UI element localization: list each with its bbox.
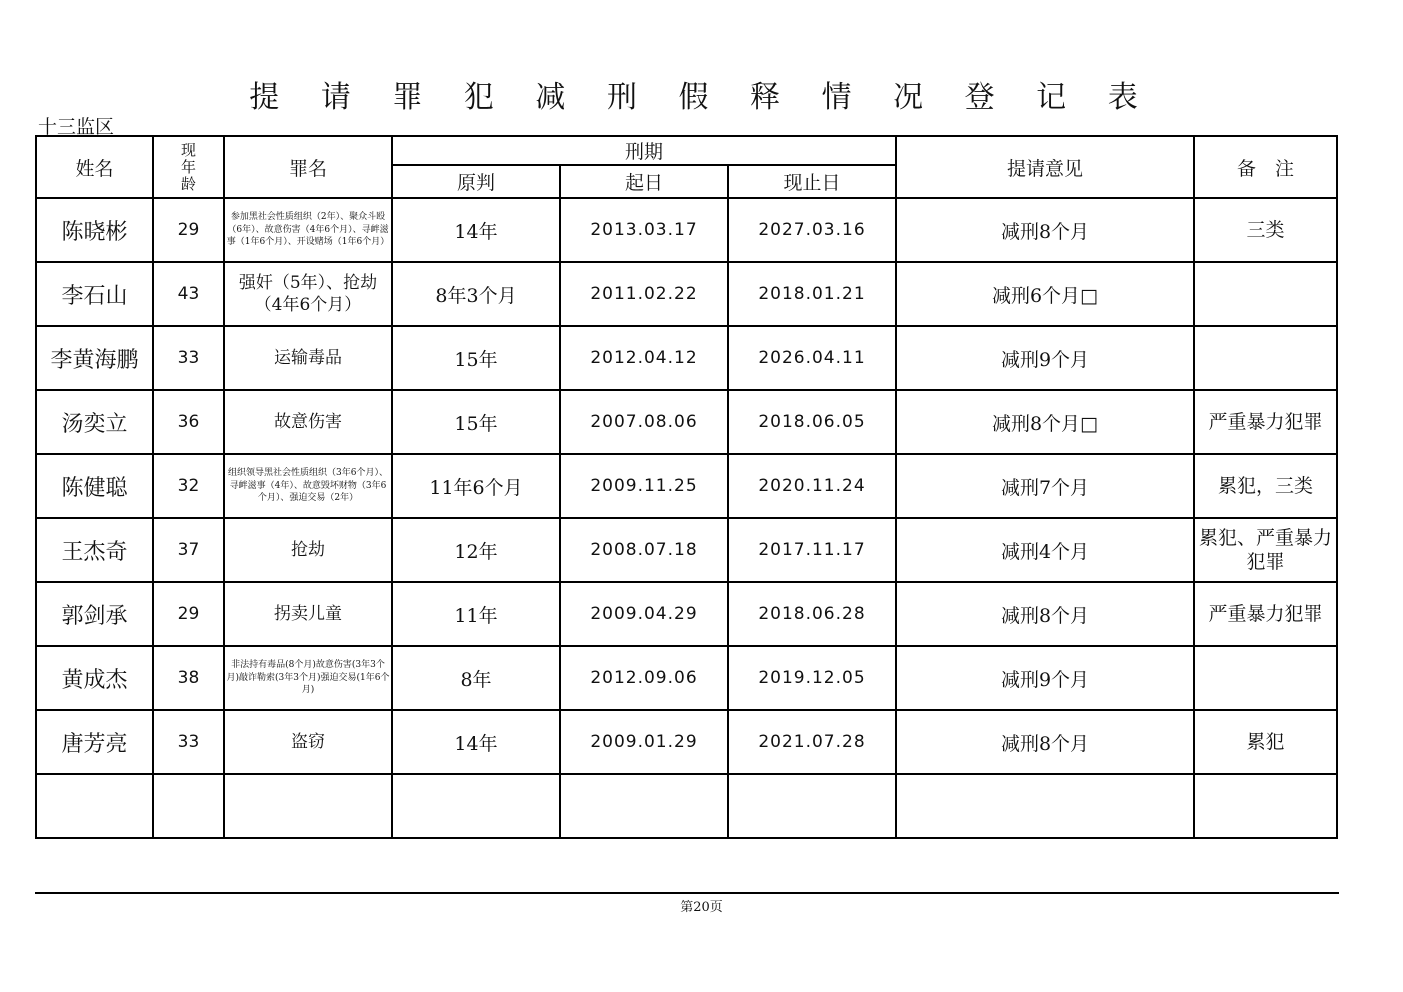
- cell-name: 唐芳亮: [36, 710, 153, 774]
- cell-crime: 组织领导黑社会性质组织（3年6个月）、寻衅滋事（4年）、故意毁坏财物（3年6个月）、强迫交易（2年）: [224, 454, 392, 518]
- table-row: [36, 518, 1337, 582]
- cell-name: 李石山: [36, 262, 153, 326]
- cell-end: 2018.06.05: [728, 390, 896, 454]
- cell-crime: 强奸（5年）、抢劫（4年6个月）: [224, 262, 392, 326]
- cell-end: 2026.04.11: [728, 326, 896, 390]
- cell-original: 14年: [392, 710, 560, 774]
- header-crime: 罪名: [224, 136, 392, 198]
- page-number: 第20页: [680, 900, 723, 915]
- cell-opinion: 减刑9个月: [896, 646, 1194, 710]
- table-row-empty: [36, 774, 1337, 838]
- cell-start: 2008.07.18: [560, 518, 728, 582]
- cell-age: 32: [153, 454, 224, 518]
- cell-note: [1194, 646, 1337, 710]
- cell-name: [36, 774, 153, 838]
- cell-age: 29: [153, 198, 224, 262]
- cell-start: 2011.02.22: [560, 262, 728, 326]
- table-row: [36, 582, 1337, 646]
- cell-end: 2017.11.17: [728, 518, 896, 582]
- table-row: [36, 454, 1337, 518]
- cell-end: 2021.07.28: [728, 710, 896, 774]
- table-row: [36, 326, 1337, 390]
- table-row: [36, 390, 1337, 454]
- cell-crime: 参加黑社会性质组织（2年）、聚众斗殴（6年）、故意伤害（4年6个月）、寻衅滋事（1年6个月）、开设赌场（1年6个月）: [224, 198, 392, 262]
- cell-original: [392, 774, 560, 838]
- cell-original: 15年: [392, 326, 560, 390]
- cell-name: 王杰奇: [36, 518, 153, 582]
- cell-crime: 非法持有毒品(8个月)故意伤害(3年3个月)敲诈勒索(3年3个月)强迫交易(1年6个月): [224, 646, 392, 710]
- cell-name: 汤奕立: [36, 390, 153, 454]
- cell-crime: 盗窃: [224, 710, 392, 774]
- cell-start: 2012.04.12: [560, 326, 728, 390]
- header-note: 备 注: [1194, 136, 1337, 198]
- cell-end: 2027.03.16: [728, 198, 896, 262]
- cell-age: 33: [153, 710, 224, 774]
- cell-start: 2013.03.17: [560, 198, 728, 262]
- cell-end: 2018.06.28: [728, 582, 896, 646]
- cell-age: 29: [153, 582, 224, 646]
- cell-name: 李黄海鹏: [36, 326, 153, 390]
- table-row: [36, 198, 1337, 262]
- cell-age: 36: [153, 390, 224, 454]
- header-start: 起日: [560, 165, 728, 198]
- cell-opinion: 减刑4个月: [896, 518, 1194, 582]
- table-row: [36, 262, 1337, 326]
- table-row: [36, 646, 1337, 710]
- cell-opinion: 减刑8个月: [896, 582, 1194, 646]
- cell-note: 累犯: [1194, 710, 1337, 774]
- cell-original: 8年3个月: [392, 262, 560, 326]
- header-end: 现止日: [728, 165, 896, 198]
- cell-age: 33: [153, 326, 224, 390]
- cell-original: 11年6个月: [392, 454, 560, 518]
- cell-start: [560, 774, 728, 838]
- cell-opinion: 减刑8个月: [896, 198, 1194, 262]
- cell-crime: 抢劫: [224, 518, 392, 582]
- register-table: [35, 135, 1338, 839]
- cell-crime: [224, 774, 392, 838]
- header-term: 刑期: [392, 136, 896, 165]
- cell-note: 三类: [1194, 198, 1337, 262]
- cell-crime: 运输毒品: [224, 326, 392, 390]
- cell-original: 15年: [392, 390, 560, 454]
- cell-name: 黄成杰: [36, 646, 153, 710]
- cell-original: 8年: [392, 646, 560, 710]
- cell-opinion: [896, 774, 1194, 838]
- cell-start: 2009.04.29: [560, 582, 728, 646]
- cell-age: 37: [153, 518, 224, 582]
- cell-name: 陈晓彬: [36, 198, 153, 262]
- cell-end: 2020.11.24: [728, 454, 896, 518]
- cell-note: 累犯，三类: [1194, 454, 1337, 518]
- cell-note: [1194, 774, 1337, 838]
- header-opinion: 提请意见: [896, 136, 1194, 198]
- cell-end: 2018.01.21: [728, 262, 896, 326]
- cell-crime: 故意伤害: [224, 390, 392, 454]
- cell-start: 2009.11.25: [560, 454, 728, 518]
- cell-start: 2012.09.06: [560, 646, 728, 710]
- cell-opinion: 减刑6个月□: [896, 262, 1194, 326]
- header-age: 现 年 龄: [153, 136, 224, 198]
- cell-opinion: 减刑8个月□: [896, 390, 1194, 454]
- cell-note: 严重暴力犯罪: [1194, 390, 1337, 454]
- cell-name: 陈健聪: [36, 454, 153, 518]
- cell-original: 11年: [392, 582, 560, 646]
- cell-start: 2007.08.06: [560, 390, 728, 454]
- page-title: 提 请 罪 犯 减 刑 假 释 情 况 登 记 表: [249, 80, 1154, 115]
- cell-opinion: 减刑7个月: [896, 454, 1194, 518]
- cell-note: 累犯、严重暴力犯罪: [1194, 518, 1337, 582]
- cell-end: [728, 774, 896, 838]
- header-original: 原判: [392, 165, 560, 198]
- cell-start: 2009.01.29: [560, 710, 728, 774]
- footer-divider: [35, 892, 1339, 894]
- cell-opinion: 减刑8个月: [896, 710, 1194, 774]
- cell-opinion: 减刑9个月: [896, 326, 1194, 390]
- cell-note: [1194, 326, 1337, 390]
- header-name: 姓名: [36, 136, 153, 198]
- cell-original: 12年: [392, 518, 560, 582]
- cell-end: 2019.12.05: [728, 646, 896, 710]
- cell-age: [153, 774, 224, 838]
- cell-crime: 拐卖儿童: [224, 582, 392, 646]
- cell-note: [1194, 262, 1337, 326]
- table-row: [36, 710, 1337, 774]
- cell-age: 38: [153, 646, 224, 710]
- cell-original: 14年: [392, 198, 560, 262]
- cell-note: 严重暴力犯罪: [1194, 582, 1337, 646]
- department-label: 十三监区: [38, 116, 115, 138]
- cell-name: 郭剑承: [36, 582, 153, 646]
- cell-age: 43: [153, 262, 224, 326]
